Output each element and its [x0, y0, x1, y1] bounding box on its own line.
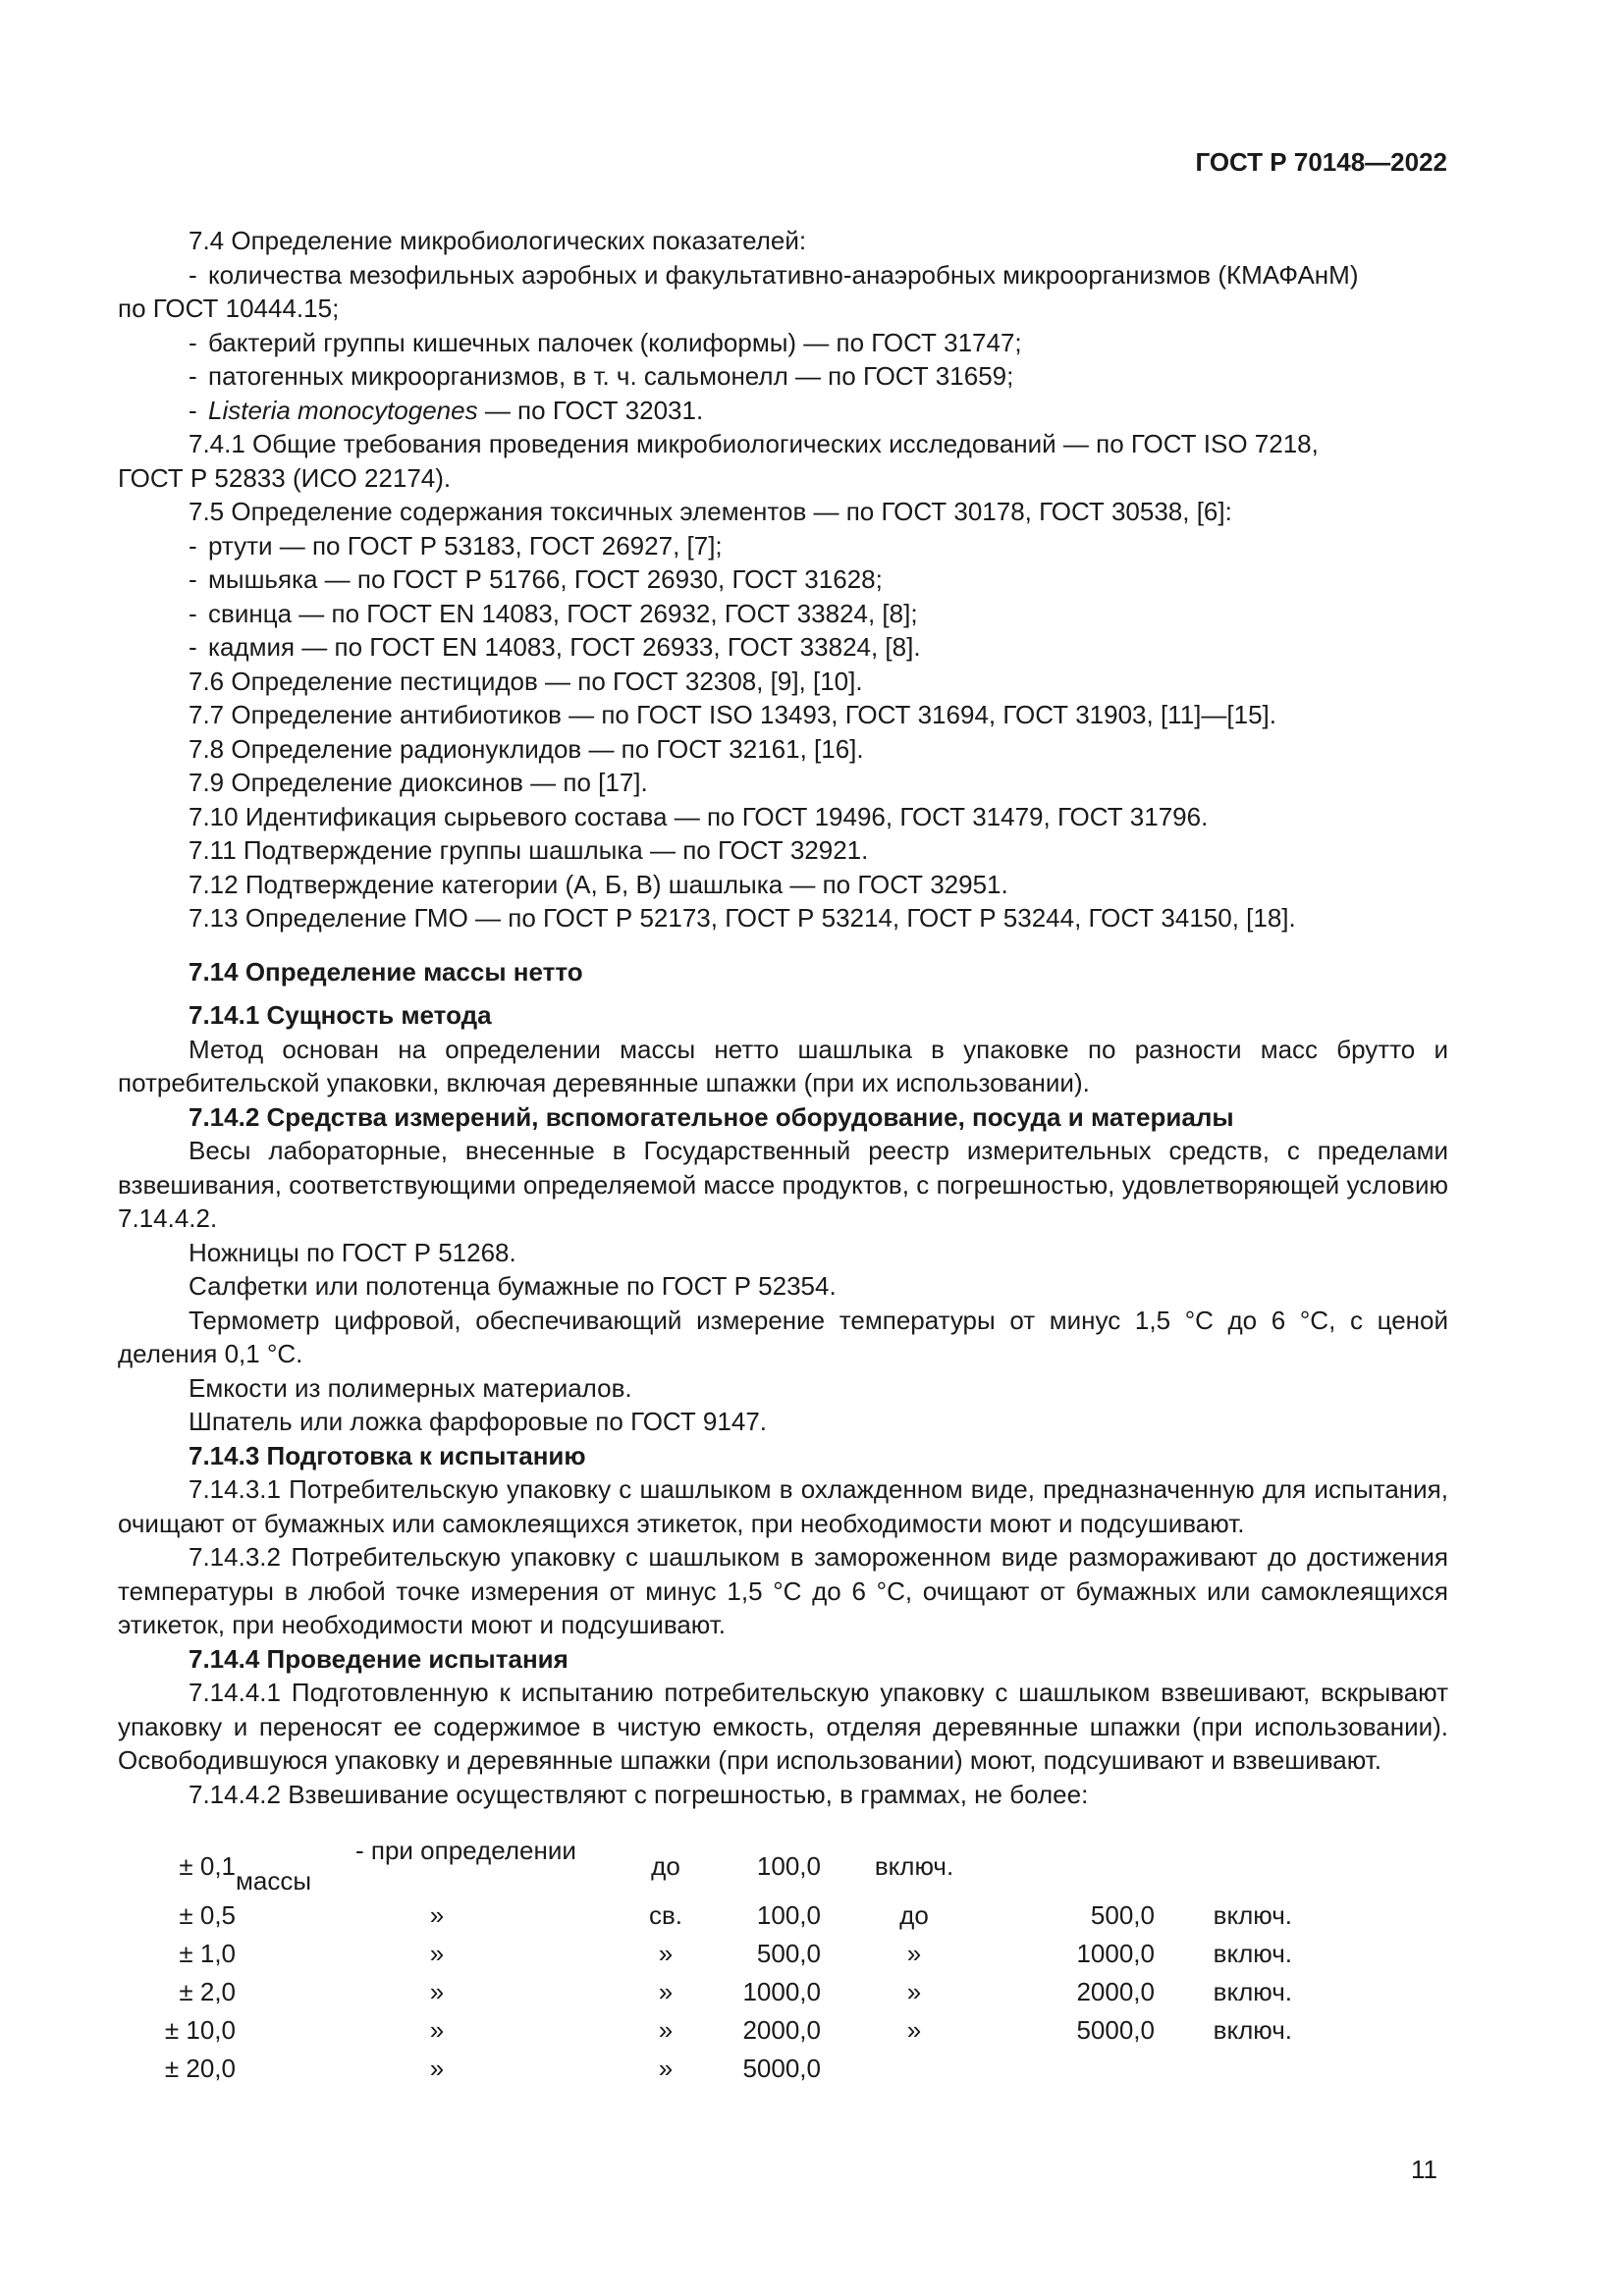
- paragraph: Метод основан на определении массы нетто шашлыка в упаковке по разности масс брутто и потребительской упаковки, включая деревянные шпажки (при их использовании).: [118, 1034, 1448, 1097]
- table-cell: [821, 2050, 1007, 2088]
- table-cell: 1000,0: [1076, 1939, 1155, 1968]
- list-item-text: свинца — по ГОСТ EN 14083, ГОСТ 26932, ГОСТ 33824, [8];: [208, 598, 918, 628]
- list-item-continuation: по ГОСТ 10444.15;: [118, 294, 340, 323]
- table-cell: »: [429, 2054, 445, 2083]
- section-7-9: 7.9 Определение диоксинов — по [17].: [189, 768, 648, 797]
- table-cell: ± 10,0: [164, 2015, 236, 2045]
- table-cell: включ.: [874, 1850, 954, 1881]
- paragraph: 7.14.3.1 Потребительскую упаковку с шашлыком в охлажденном виде, предназначенную для испытания, очищают от бумажных или самоклеящихся этикеток, при необходимости моют и подсушивают.: [118, 1474, 1448, 1538]
- table-cell: »: [429, 1939, 445, 1968]
- paragraph: Салфетки или полотенца бумажные по ГОСТ Р 52354.: [189, 1271, 837, 1301]
- table-cell: ± 0,1: [179, 1850, 236, 1881]
- paragraph: Емкости из полимерных материалов.: [189, 1372, 632, 1403]
- table-cell: ± 1,0: [179, 1939, 236, 1968]
- table-cell: св.: [648, 1900, 683, 1930]
- section-7-6: 7.6 Определение пестицидов — по ГОСТ 32308, [9], [10].: [189, 666, 863, 696]
- paragraph: 7.14.4.2 Взвешивание осуществляют с погрешностью, в граммах, не более:: [189, 1779, 1089, 1809]
- table-cell: включ.: [1213, 2015, 1292, 2045]
- paragraph: 7.14.4.1 Подготовленную к испытанию потребительскую упаковку с шашлыком взвешивают, вскрывают упаковку и переносят ее содержимое в чистую емкость, отделяя деревянные шпажки (при использовании). Освободившуюся упаковку и деревянные шпажки (при использовании) моют, подсушивают и взвешивают.: [118, 1678, 1448, 1775]
- paragraph: Шпатель или ложка фарфоровые по ГОСТ 9147.: [189, 1407, 767, 1436]
- table-cell: »: [906, 1977, 922, 2006]
- list-item: - количества мезофильных аэробных и факультативно-анаэробных микроорганизмов (КМАФАнМ): [189, 259, 1359, 290]
- table-cell: включ.: [1213, 1977, 1292, 2006]
- table-cell: ± 2,0: [179, 1977, 236, 2006]
- list-item: - кадмия — по ГОСТ EN 14083, ГОСТ 26933, ГОСТ 33824, [8].: [189, 632, 921, 662]
- table-row: [118, 2050, 1292, 2088]
- table-cell: »: [906, 1939, 922, 1968]
- section-7-14-heading: 7.14 Определение массы нетто: [189, 956, 583, 987]
- table-cell: до: [651, 1850, 680, 1881]
- table-cell: ± 20,0: [164, 2054, 236, 2083]
- table-row: [118, 1896, 1292, 1935]
- paragraph: Ножницы по ГОСТ Р 51268.: [189, 1237, 516, 1267]
- table-row: [118, 2011, 1292, 2050]
- list-item-text: мышьяка — по ГОСТ Р 51766, ГОСТ 26930, ГОСТ 31628;: [208, 564, 883, 594]
- list-item-text-italic: Listeria monocytogenes: [208, 395, 478, 425]
- table-cell: 100,0: [756, 1850, 821, 1881]
- table-cell: до: [899, 1900, 929, 1930]
- table-cell: »: [658, 1977, 674, 2006]
- list-item: - ртути — по ГОСТ Р 53183, ГОСТ 26927, [7];: [189, 530, 723, 561]
- list-item-text: патогенных микроорганизмов, в т. ч. сальмонелл — по ГОСТ 31659;: [208, 361, 1014, 391]
- table-row: [118, 1935, 1292, 1973]
- document-body: [118, 224, 1448, 1811]
- section-7-11: 7.11 Подтверждение группы шашлыка — по ГОСТ 32921.: [189, 835, 869, 865]
- table-cell: включ.: [1213, 1900, 1292, 1930]
- section-7-14-3-heading: 7.14.3 Подготовка к испытанию: [189, 1440, 586, 1470]
- list-item-text: бактерий группы кишечных палочек (колиформы) — по ГОСТ 31747;: [208, 327, 1022, 357]
- table-cell: 500,0: [1090, 1900, 1155, 1930]
- table-cell: »: [429, 1977, 445, 2006]
- paragraph: Термометр цифровой, обеспечивающий измерение температуры от минус 1,5 °С до 6 °С, с ценой деления 0,1 °С.: [118, 1305, 1448, 1368]
- table-cell-text: - при определении массы: [236, 1836, 576, 1896]
- table-cell: »: [429, 2015, 445, 2045]
- paragraph: 7.14.3.2 Потребительскую упаковку с шашлыком в замороженном виде размораживают до достижения температуры в любой точке измерения от минус 1,5 °С до 6 °С, очищают от бумажных или самоклеящихся этикеток, при необходимости моют и подсушивают.: [118, 1542, 1448, 1639]
- section-7-14-4-heading: 7.14.4 Проведение испытания: [189, 1643, 568, 1674]
- list-item: - бактерий группы кишечных палочек (колиформы) — по ГОСТ 31747;: [189, 327, 1022, 357]
- page-number: 11: [1411, 2155, 1437, 2184]
- section-7-8: 7.8 Определение радионуклидов — по ГОСТ 32161, [16].: [189, 733, 864, 764]
- table-cell: [1007, 1836, 1155, 1896]
- table-cell: »: [658, 2054, 674, 2083]
- table-cell: ± 0,5: [179, 1900, 236, 1930]
- table-cell: включ.: [1213, 1939, 1292, 1968]
- table-row: [118, 1836, 1292, 1896]
- section-7-4-1-line2: ГОСТ Р 52833 (ИСО 22174).: [118, 462, 452, 493]
- table-cell: 2000,0: [1076, 1977, 1155, 2006]
- section-7-4-1-line1: 7.4.1 Общие требования проведения микробиологических исследований — по ГОСТ ISO 7218,: [189, 429, 1319, 458]
- table-cell: 5000,0: [742, 2054, 821, 2083]
- table-cell: »: [658, 1939, 674, 1968]
- list-item-text: ртути — по ГОСТ Р 53183, ГОСТ 26927, [7];: [208, 530, 723, 561]
- list-item-text: количества мезофильных аэробных и факультативно-анаэробных микроорганизмов (КМАФАнМ): [208, 259, 1359, 290]
- table-cell: [1155, 1836, 1292, 1896]
- table-cell: »: [906, 2015, 922, 2045]
- section-7-4-title: 7.4 Определение микробиологических показателей:: [189, 226, 807, 255]
- list-item: - патогенных микроорганизмов, в т. ч. сальмонелл — по ГОСТ 31659;: [189, 361, 1014, 391]
- section-7-10: 7.10 Идентификация сырьевого состава — по ГОСТ 19496, ГОСТ 31479, ГОСТ 31796.: [189, 801, 1209, 831]
- table-cell: [1007, 2050, 1155, 2088]
- table-cell: 100,0: [756, 1900, 821, 1930]
- table-cell: [1155, 2050, 1292, 2088]
- table-row: [118, 1973, 1292, 2011]
- document-id-header: ГОСТ Р 70148—2022: [1195, 147, 1447, 177]
- table-cell: 5000,0: [1076, 2015, 1155, 2045]
- section-7-12: 7.12 Подтверждение категории (А, Б, В) шашлыка — по ГОСТ 32951.: [189, 869, 1008, 899]
- list-item-text: кадмия — по ГОСТ EN 14083, ГОСТ 26933, ГОСТ 33824, [8].: [208, 632, 921, 662]
- table-cell: 1000,0: [742, 1977, 821, 2006]
- list-item: - свинца — по ГОСТ EN 14083, ГОСТ 26932, ГОСТ 33824, [8];: [189, 598, 918, 628]
- table-cell: [236, 1836, 638, 1896]
- section-7-13: 7.13 Определение ГМО — по ГОСТ Р 52173, ГОСТ Р 53214, ГОСТ Р 53244, ГОСТ 34150, [18].: [189, 903, 1296, 933]
- paragraph: Весы лабораторные, внесенные в Государственный реестр измерительных средств, с пределами взвешивания, соответствующими определяемой массе продуктов, с погрешностью, удовлетворяющей условию 7.14.4.2.: [118, 1136, 1448, 1233]
- list-item: - Listeria monocytogenes — по ГОСТ 32031.: [189, 395, 704, 425]
- table-cell: 500,0: [756, 1939, 821, 1968]
- table-cell: »: [429, 1900, 445, 1930]
- table-cell: 2000,0: [742, 2015, 821, 2045]
- section-7-14-2-heading: 7.14.2 Средства измерений, вспомогательное оборудование, посуда и материалы: [189, 1101, 1234, 1132]
- list-item: - мышьяка — по ГОСТ Р 51766, ГОСТ 26930, ГОСТ 31628;: [189, 564, 883, 594]
- section-7-5-title: 7.5 Определение содержания токсичных элементов — по ГОСТ 30178, ГОСТ 30538, [6]:: [189, 497, 1232, 526]
- section-7-14-1-heading: 7.14.1 Сущность метода: [189, 1000, 492, 1030]
- section-7-7: 7.7 Определение антибиотиков — по ГОСТ ISO 13493, ГОСТ 31694, ГОСТ 31903, [11]—[15].: [189, 700, 1276, 729]
- list-item-text: — по ГОСТ 32031.: [477, 395, 704, 425]
- table-cell: »: [658, 2015, 674, 2045]
- weighing-tolerance-table: [118, 1836, 1292, 2088]
